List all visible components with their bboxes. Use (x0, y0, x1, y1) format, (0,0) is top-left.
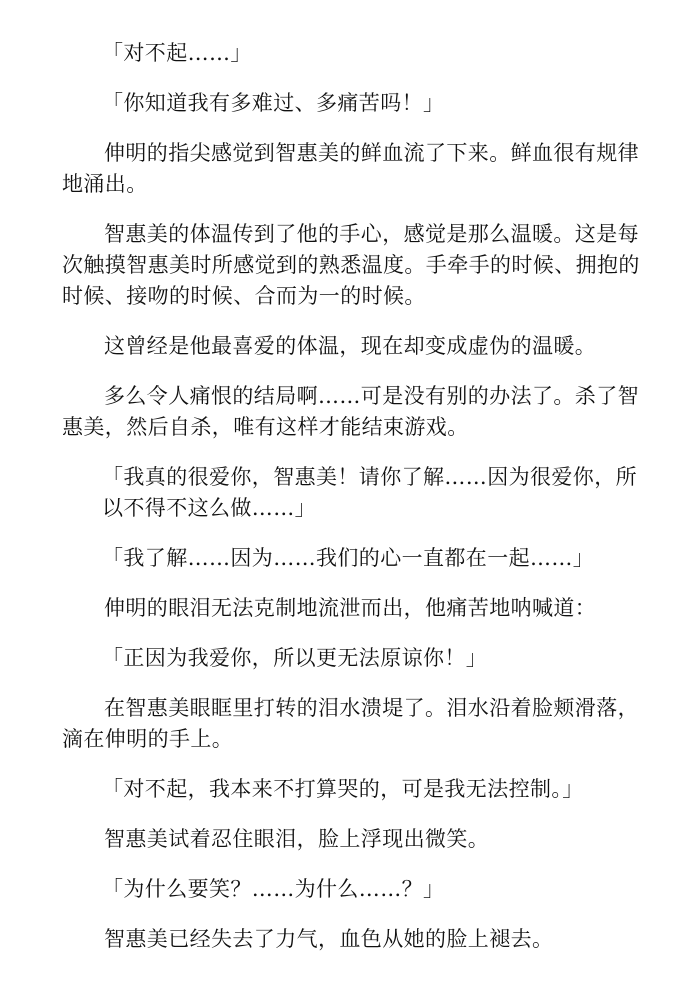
dialog-line: 「你知道我有多难过、多痛苦吗！」 (102, 91, 445, 115)
narration-paragraph: 智惠美已经失去了力气，血色从她的脸上褪去。 (104, 927, 554, 951)
narration-paragraph: 智惠美试着忍住眼泪，脸上浮现出微笑。 (104, 827, 490, 851)
narration-paragraph: 智惠美的体温传到了他的手心，感觉是那么温暖。这是每次触摸智惠美时所感觉到的熟悉温度。手牵手的时候、拥抱的时候、接吻的时候、合而为一的时候。 (62, 222, 640, 308)
narration-paragraph: 多么令人痛恨的结局啊……可是没有别的办法了。杀了智惠美，然后自杀，唯有这样才能结束游戏。 (62, 384, 639, 439)
narration-paragraph: 伸明的眼泪无法克制地流泄而出，他痛苦地呐喊道： (104, 596, 597, 620)
narration-paragraph: 伸明的指尖感觉到智惠美的鲜血流了下来。鲜血很有规律地涌出。 (62, 141, 639, 196)
dialog-line: 「为什么要笑？……为什么……？」 (102, 877, 445, 901)
page-text (62, 38, 642, 974)
dialog-line: 「我了解……因为……我们的心一直都在一起……」 (102, 546, 595, 570)
narration-paragraph: 在智惠美眼眶里打转的泪水溃堤了。泪水沿着脸颊滑落，滴在伸明的手上。 (62, 696, 639, 751)
narration-paragraph: 这曾经是他最喜爱的体温，现在却变成虚伪的温暖。 (104, 334, 597, 358)
dialog-line: 「正因为我爱你，所以更无法原谅你！」 (102, 646, 488, 670)
dialog-line: 「对不起……」 (102, 41, 252, 65)
dialog-line: 「对不起，我本来不打算哭的，可是我无法控制。」 (102, 777, 584, 801)
dialog-line: 「我真的很爱你，智惠美！请你了解……因为很爱你，所以不得不这么做……」 (102, 465, 637, 520)
